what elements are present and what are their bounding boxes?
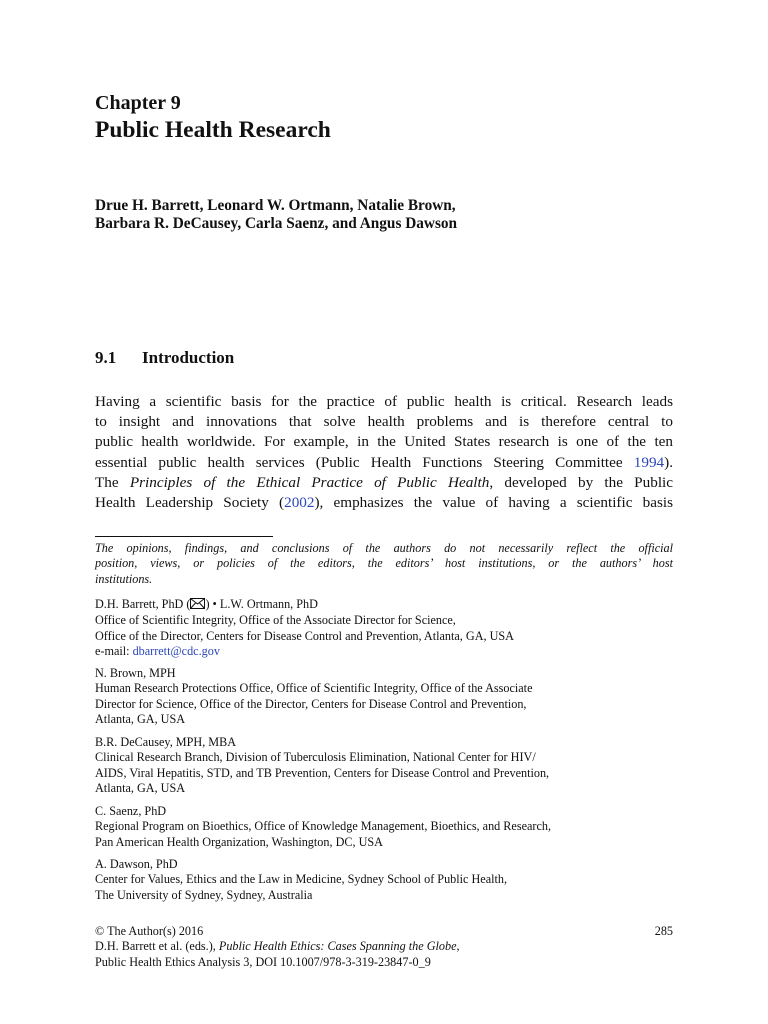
footnote-divider xyxy=(95,536,273,537)
affiliation-name: N. Brown, MPH xyxy=(95,666,176,680)
email-link[interactable]: dbarrett@cdc.gov xyxy=(132,643,220,658)
envelope-icon xyxy=(190,598,205,613)
intro-paragraph xyxy=(95,392,673,513)
citation-text: , xyxy=(456,939,460,954)
body-line: Having a scientific basis for the practice of public health is critical. Research leads xyxy=(95,393,673,410)
affiliation-line: Regional Program on Bioethics, Office of Knowledge Management, Bioethics, and Research, xyxy=(95,819,552,834)
affiliation-name xyxy=(95,597,673,613)
page-number: 285 xyxy=(654,924,673,938)
affiliation-dawson xyxy=(95,857,673,903)
body-text: ). xyxy=(664,453,673,471)
body-line xyxy=(95,453,673,473)
citation-link-2002[interactable]: 2002 xyxy=(284,494,315,512)
affiliation-line: Clinical Research Branch, Division of Tuberculosis Elimination, National Center for HIV/ xyxy=(95,750,536,765)
copyright-line: © The Author(s) 2016 xyxy=(95,924,204,938)
body-text: , developed by the Public xyxy=(489,473,673,491)
email-label: e-mail: xyxy=(95,643,133,658)
affiliation-saenz xyxy=(95,804,673,850)
affiliation-line: Office of the Director, Centers for Disease Control and Prevention, Atlanta, GA, USA xyxy=(95,628,514,643)
doi-line: Public Health Ethics Analysis 3, DOI 10.1007/978-3-319-23847-0_9 xyxy=(95,954,431,969)
affiliation-name: A. Dawson, PhD xyxy=(95,857,178,871)
body-text: The xyxy=(95,473,130,491)
affiliation-brown xyxy=(95,666,673,727)
principles-title: Principles of the Ethical Practice of Public Health xyxy=(129,473,490,491)
author-name: D.H. Barrett, PhD ( xyxy=(95,597,191,611)
author-name: ) • L.W. Ortmann, PhD xyxy=(205,597,318,611)
body-text: essential public health services (Public Health Functions Steering Committee xyxy=(95,453,634,471)
body-line xyxy=(95,473,673,493)
disclaimer-footnote xyxy=(95,541,673,587)
author-line: Drue H. Barrett, Leonard W. Ortmann, Natalie Brown, xyxy=(95,197,456,214)
affiliation-line: Atlanta, GA, USA xyxy=(95,711,186,726)
citation-text: D.H. Barrett et al. (eds.), xyxy=(95,939,219,954)
affiliation-line: Atlanta, GA, USA xyxy=(95,780,186,795)
chapter-title: Public Health Research xyxy=(95,117,331,143)
footnote-line: position, views, or policies of the editors, the editors’ host institutions, or the authors’ host xyxy=(95,556,673,571)
footnote-line: institutions. xyxy=(95,571,153,586)
section-number: 9.1 xyxy=(95,348,117,367)
affiliation-line: AIDS, Viral Hepatitis, STD, and TB Prevention, Centers for Disease Control and Prevention, xyxy=(95,765,550,780)
book-title: Public Health Ethics: Cases Spanning the Globe xyxy=(218,939,457,954)
citation-line xyxy=(95,939,673,954)
citation-link-1994[interactable]: 1994 xyxy=(633,453,665,471)
affiliation-line: The University of Sydney, Sydney, Australia xyxy=(95,887,313,902)
author-line: Barbara R. DeCausey, Carla Saenz, and Angus Dawson xyxy=(95,215,458,232)
copyright-block xyxy=(95,924,673,970)
affiliation-barrett-ortmann xyxy=(95,597,673,659)
body-line: public health worldwide. For example, in the United States research is one of the ten xyxy=(95,433,673,451)
affiliation-line: Director for Science, Office of the Director, Centers for Disease Control and Prevention, xyxy=(95,696,527,711)
body-line xyxy=(95,493,673,513)
chapter-label: Chapter 9 xyxy=(95,92,181,114)
body-text: ), emphasizes the value of having a scientific basis xyxy=(314,494,673,512)
affiliation-line: Pan American Health Organization, Washington, DC, USA xyxy=(95,834,383,849)
affiliation-email-line xyxy=(95,644,673,659)
affiliation-name: B.R. DeCausey, MPH, MBA xyxy=(95,735,237,749)
body-line: to insight and innovations that solve health problems and is therefore central to xyxy=(95,413,673,431)
footnote-line: The opinions, findings, and conclusions of the authors do not necessarily reflect the official xyxy=(95,541,673,555)
author-list xyxy=(95,197,655,233)
section-heading xyxy=(95,347,234,369)
affiliation-line: Center for Values, Ethics and the Law in Medicine, Sydney School of Public Health, xyxy=(95,872,508,887)
affiliation-line: Office of Scientific Integrity, Office of the Associate Director for Science, xyxy=(95,613,456,628)
section-title: Introduction xyxy=(142,348,235,367)
affiliation-decausey xyxy=(95,735,673,796)
affiliation-name: C. Saenz, PhD xyxy=(95,804,167,818)
affiliation-line: Human Research Protections Office, Office of Scientific Integrity, Office of the Associate xyxy=(95,681,533,696)
body-text: Health Leadership Society ( xyxy=(95,494,285,512)
